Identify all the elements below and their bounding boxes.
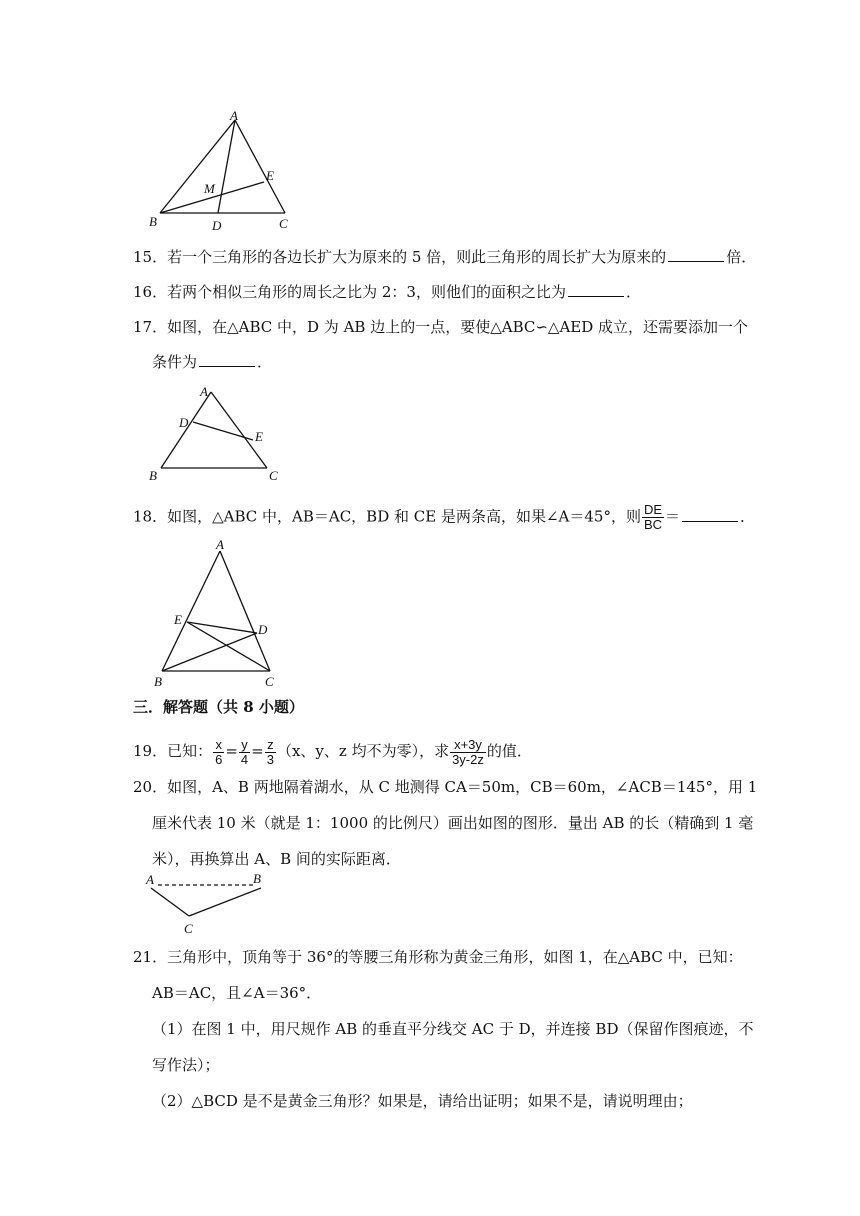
question-text: 如图，△ABC 中，AB＝AC，BD 和 CE 是两条高，如果∠A＝45°，则: [167, 507, 641, 526]
label-A: A: [146, 872, 154, 887]
lake-figure-20: [143, 870, 273, 936]
question-text: 若一个三角形的各边长扩大为原来的 5 倍，则此三角形的周长扩大为原来的: [167, 248, 667, 266]
question-number: 17．: [133, 318, 168, 336]
question-text: 若两个相似三角形的周长之比为 2：3，则他们的面积之比为: [167, 283, 566, 301]
label-C: C: [265, 674, 274, 689]
label-C: C: [279, 216, 288, 231]
answer-blank[interactable]: [568, 282, 624, 297]
question-20: [133, 777, 757, 797]
label-A: A: [200, 384, 208, 399]
question-number: 16．: [133, 283, 168, 301]
fraction-expression: $\frac{x+3y}{3y-2z}$: [452, 736, 484, 767]
question-20-line3: 米），再换算出 A、B 间的实际距离．: [152, 850, 401, 868]
question-16: [133, 282, 641, 302]
answer-blank[interactable]: [682, 507, 738, 522]
label-M: M: [204, 181, 215, 196]
label-B: B: [253, 871, 261, 886]
question-20-line2: 厘米代表 10 米（就是 1：1000 的比例尺）画出如图的图形．量出 AB 的长（精确到 1 毫: [152, 814, 754, 832]
question-17: [133, 317, 748, 337]
fraction-y-4: $\frac{y}{4}$: [240, 736, 249, 767]
question-text: 如图，在△ABC 中，D 为 AB 边上的一点，要使△ABC∽△AED 成立，还需要添加一个: [167, 318, 749, 336]
label-A: A: [230, 108, 238, 123]
question-number: 20．: [133, 778, 168, 796]
label-E: E: [266, 168, 274, 183]
question-17-line2: [152, 352, 272, 372]
label-C: C: [184, 921, 193, 936]
question-19: [133, 736, 532, 767]
question-21-part1-line2: 写作法）；: [152, 1056, 220, 1074]
triangle-figure-17: [145, 382, 295, 482]
label-B: B: [149, 468, 157, 482]
answer-blank[interactable]: [199, 352, 255, 367]
question-tail: ．: [257, 353, 273, 371]
section-title: 三．解答题（共 8 小题）: [133, 698, 304, 716]
label-C: C: [269, 468, 278, 482]
question-tail: ．: [625, 283, 641, 301]
question-tail: ．: [740, 507, 756, 526]
question-number: 18．: [133, 507, 168, 526]
question-text: 已知：: [167, 742, 213, 760]
triangle-figure-14: [140, 108, 300, 236]
label-A: A: [216, 537, 224, 552]
question-number: 19．: [133, 742, 168, 760]
question-text: 如图，A、B 两地隔着湖水，从 C 地测得 CA＝50m，CB＝60m，∠ACB＝145°，用 1: [167, 778, 758, 796]
question-21-line2: AB＝AC，且∠A＝36°．: [152, 984, 322, 1002]
equals-sign: =: [225, 742, 238, 760]
label-D: D: [179, 415, 189, 430]
answer-blank[interactable]: [668, 247, 724, 262]
label-B: B: [149, 214, 157, 229]
equals-sign: ＝: [665, 507, 681, 526]
question-18: [133, 503, 755, 532]
question-21: [133, 947, 743, 967]
fraction-z-3: $\frac{z}{3}$: [266, 736, 274, 767]
label-E: E: [255, 429, 263, 444]
question-21-part2: （2）△BCD 是不是黄金三角形？如果是，请给出证明；如果不是，请说明理由；: [152, 1092, 693, 1110]
triangle-figure-18: [150, 535, 290, 690]
question-number: 21．: [133, 948, 168, 966]
question-tail: 倍．: [726, 248, 757, 266]
question-text: 条件为: [152, 353, 198, 371]
label-E: E: [174, 612, 182, 627]
fraction-x-6: $\frac{x}{6}$: [215, 736, 223, 767]
question-tail: 的值．: [486, 742, 532, 760]
question-text: （x、y、z 均不为零），求: [276, 742, 450, 760]
fraction-de-bc: $\frac{DE}{BC}$: [643, 502, 663, 532]
label-B: B: [154, 674, 162, 689]
question-15: [133, 247, 756, 267]
label-D: D: [212, 218, 222, 233]
equals-sign: =: [251, 742, 264, 760]
question-21-part1: （1）在图 1 中，用尺规作 AB 的垂直平分线交 AC 于 D，并连接 BD（保留作图痕迹，不: [152, 1020, 754, 1038]
label-D: D: [258, 622, 268, 637]
question-number: 15．: [133, 248, 168, 266]
question-text: 三角形中，顶角等于 36°的等腰三角形称为黄金三角形，如图 1，在△ABC 中，已知：: [167, 948, 743, 966]
